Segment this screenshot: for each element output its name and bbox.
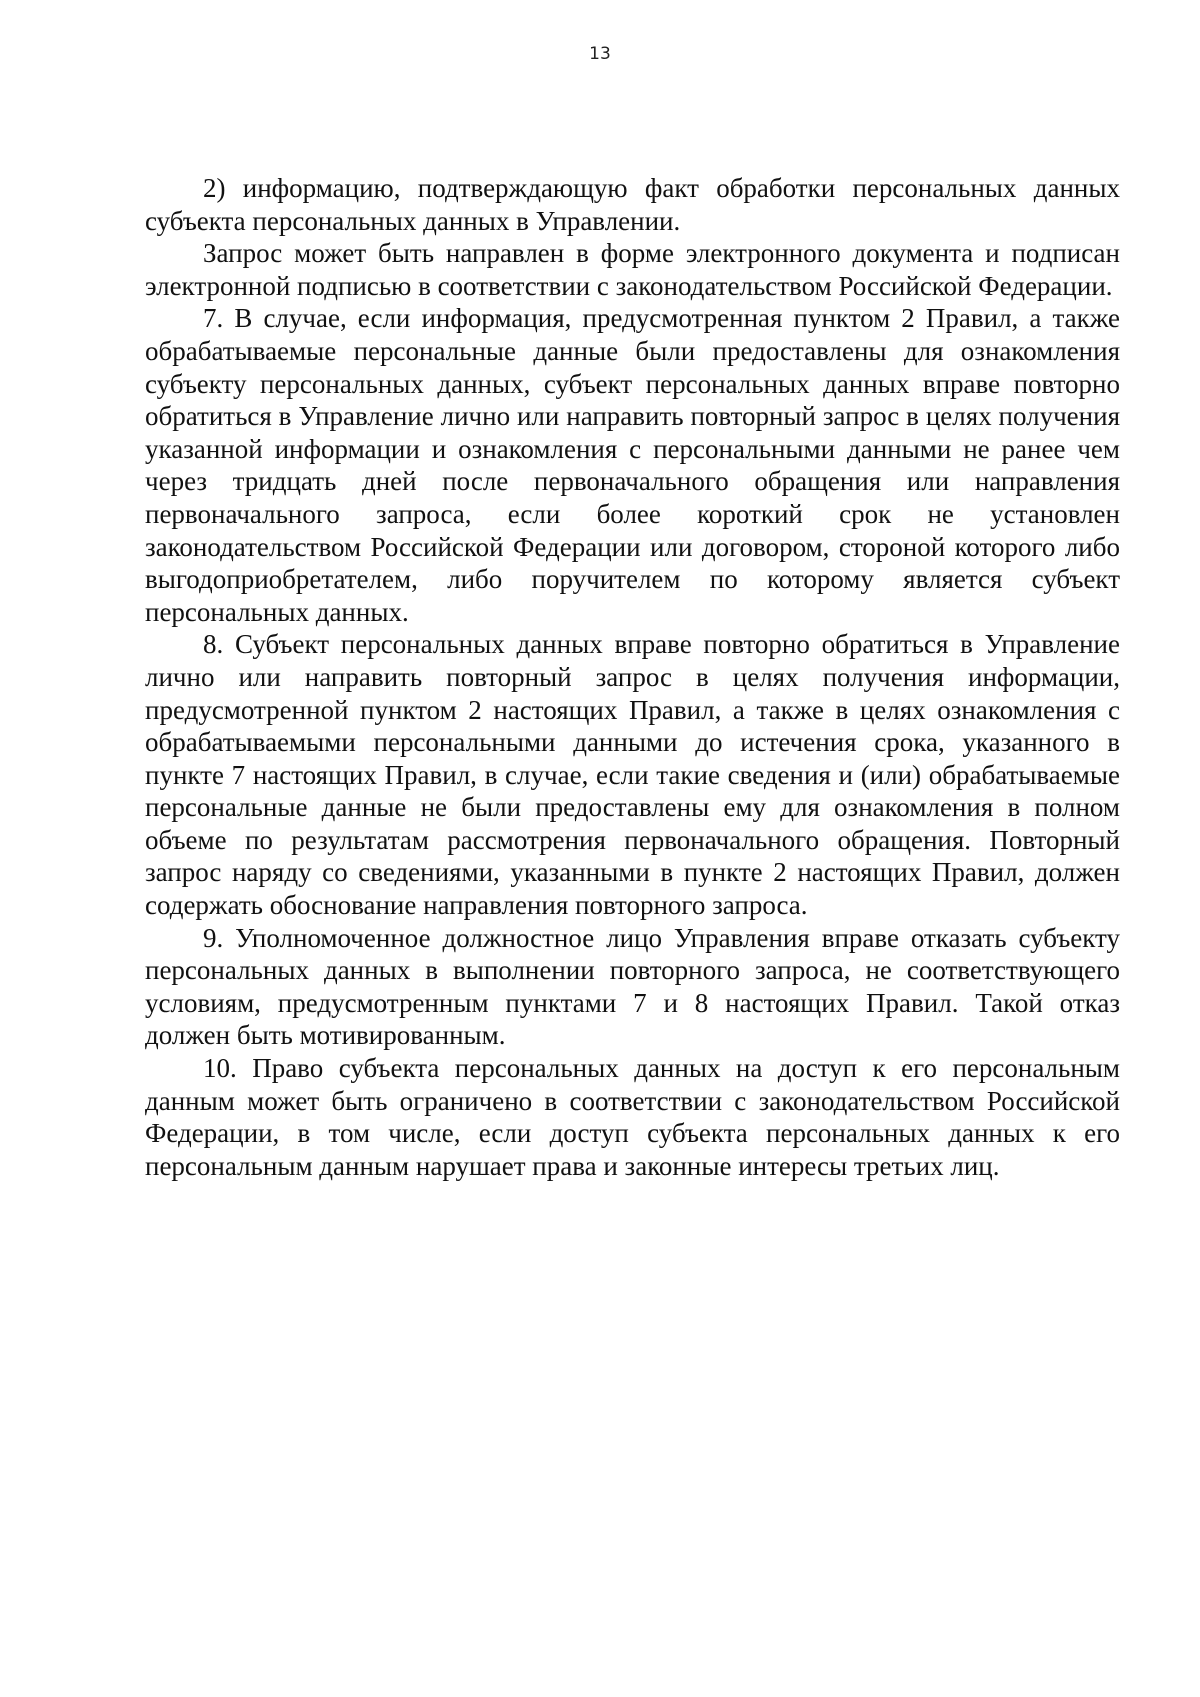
page-number: 13: [589, 44, 611, 64]
paragraph-clause-8: 8. Субъект персональных данных вправе повторно обратиться в Управление лично или направить повторный запрос в целях получения информации, предусмотренной пунктом 2 настоящих Правил, а также в целях ознакомления с обрабатываемыми персональными данными до истечения срока, указанного в пункте 7 настоящих Правил, в случае, если такие сведения и (или) обрабатываемые персональные данные не были предоставлены ему для ознакомления в полном объеме по результатам рассмотрения первоначального обращения. Повторный запрос наряду со сведениями, указанными в пункте 2 настоящих Правил, должен содержать обоснование направления повторного запроса.: [145, 629, 1120, 921]
paragraph-request-form: Запрос может быть направлен в форме электронного документа и подписан электронной подписью в соответствии с законодательством Российской Федерации.: [145, 238, 1120, 301]
paragraph-clause-9: 9. Уполномоченное должностное лицо Управления вправе отказать субъекту персональных данных в выполнении повторного запроса, не соответствующего условиям, предусмотренным пунктами 7 и 8 настоящих Правил. Такой отказ должен быть мотивированным.: [145, 922, 1120, 1051]
paragraph-clause-10: 10. Право субъекта персональных данных на доступ к его персональным данным может быть ограничено в соответствии с законодательством Российской Федерации, в том числе, если доступ субъекта персональных данных к его персональным данным нарушает права и законные интересы третьих лиц.: [145, 1053, 1120, 1181]
paragraph-item-2: 2) информацию, подтверждающую факт обработки персональных данных субъекта персональных данных в Управлении.: [145, 173, 1120, 236]
paragraph-clause-7: 7. В случае, если информация, предусмотренная пунктом 2 Правил, а также обрабатываемые персональные данные были предоставлены для ознакомления субъекту персональных данных, субъект персональных данных вправе повторно обратиться в Управление лично или направить повторный запрос в целях получения указанной информации и ознакомления с персональными данными не ранее чем через тридцать дней после первоначального обращения или направления первоначального запроса, если более короткий срок не установлен законодательством Российской Федерации или договором, стороной которого либо выгодоприобретателем, либо поручителем по которому является субъект персональных данных.: [145, 303, 1120, 627]
document-body: [145, 172, 1120, 1182]
